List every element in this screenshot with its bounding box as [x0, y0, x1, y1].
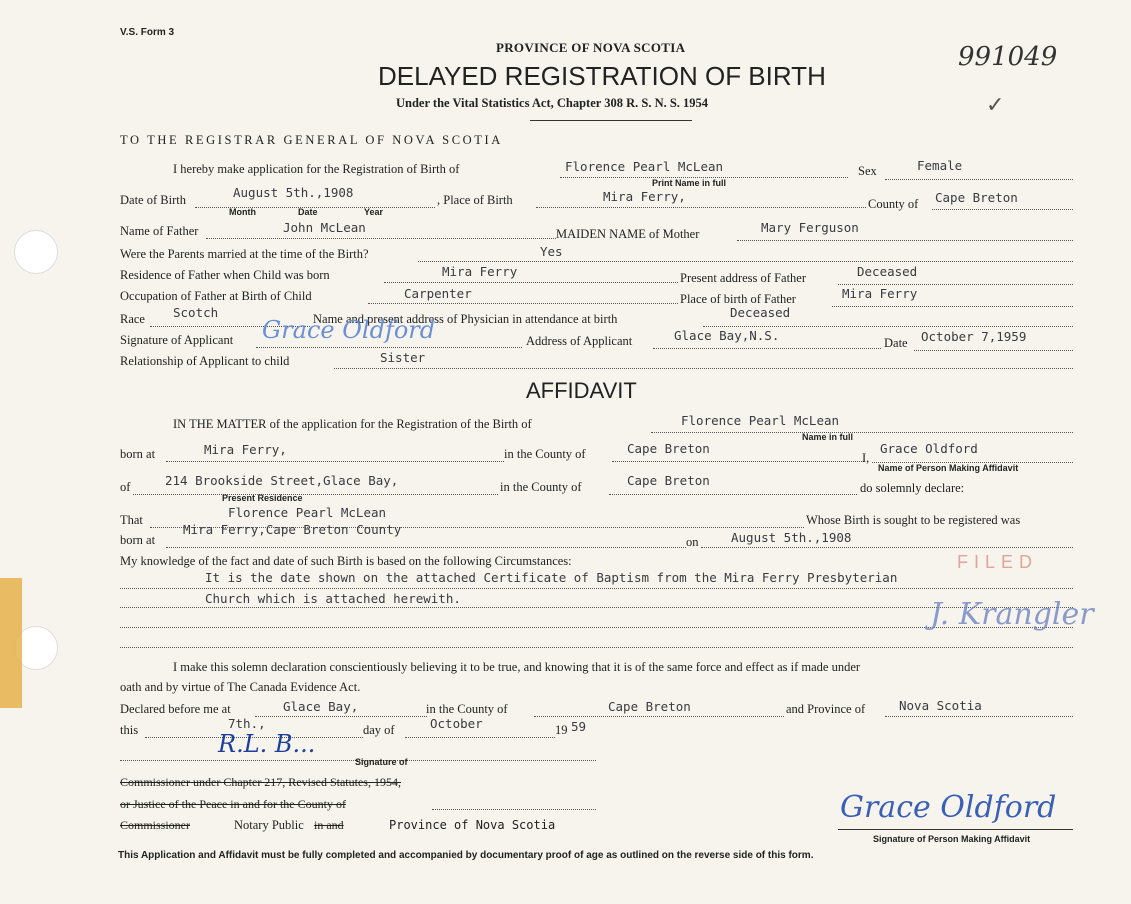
- date-app-value: October 7,1959: [921, 329, 1027, 344]
- maiden-label: MAIDEN NAME of Mother: [556, 227, 700, 241]
- born-at-label-2: born at: [120, 533, 156, 547]
- declared-label: Declared before me at: [120, 702, 231, 716]
- struck-commissioner-word: Commissioner: [120, 818, 191, 832]
- declared-county-value: Cape Breton: [608, 699, 691, 714]
- address-applicant-label: Address of Applicant: [526, 334, 633, 348]
- on-label: on: [686, 535, 699, 549]
- title-rule: [530, 120, 692, 121]
- affidavit-heading: AFFIDAVIT: [526, 378, 637, 403]
- that-name: Florence Pearl McLean: [228, 505, 387, 520]
- day-value: 7th.,: [228, 716, 266, 731]
- circumstance-line-1: It is the date shown on the attached Certificate of Baptism from the Mira Ferry Presbyterian: [205, 570, 898, 585]
- in-county-label-2: in the County of: [500, 480, 582, 494]
- circumstance-line-2: Church which is attached herewith.: [205, 591, 461, 606]
- registrar-signature: J. Krangler: [930, 597, 1094, 632]
- residence-value: 214 Brookside Street,Glace Bay,: [165, 473, 399, 488]
- page-subtitle: Under the Vital Statistics Act, Chapter 308 R. S. N. S. 1954: [396, 96, 709, 110]
- month-value: October: [430, 716, 483, 731]
- province-heading: PROVINCE OF NOVA SCOTIA: [496, 40, 686, 55]
- month-caption: Month: [229, 207, 256, 217]
- pob-father-value: Mira Ferry: [842, 286, 918, 301]
- present-father-label: Present address of Father: [680, 271, 807, 285]
- knowledge-label: My knowledge of the fact and date of such Birth is based on the following Circumstances:: [120, 554, 572, 568]
- present-residence-caption: Present Residence: [222, 493, 303, 503]
- occupation-label: Occupation of Father at Birth of Child: [120, 289, 312, 303]
- affiant-signature: Grace Oldford: [840, 790, 1057, 825]
- in-county-label-3: in the County of: [426, 702, 508, 716]
- physician-label: Name and present address of Physician in attendance at birth: [313, 312, 618, 326]
- province-value: Nova Scotia: [899, 698, 982, 713]
- relationship-label: Relationship of Applicant to child: [120, 354, 290, 368]
- apply-label: I hereby make application for the Registration of Birth of: [173, 162, 460, 176]
- year-value: 59: [571, 719, 587, 734]
- struck-commissioner-text: Commissioner under Chapter 217, Revised Statutes, 1954,: [120, 775, 401, 789]
- day-of-label: day of: [363, 723, 395, 737]
- filed-stamp: FILED: [957, 552, 1039, 572]
- race-label: Race: [120, 312, 145, 326]
- on-date-value: August 5th.,1908: [731, 530, 852, 545]
- pob-value: Mira Ferry,: [603, 189, 686, 204]
- name-full-caption: Name in full: [802, 432, 854, 442]
- res-father-label: Residence of Father when Child was born: [120, 268, 330, 282]
- page-title: DELAYED REGISTRATION OF BIRTH: [378, 61, 826, 91]
- struck-in-and: in and: [314, 818, 344, 832]
- father-label: Name of Father: [120, 224, 199, 238]
- affiant-caption: Name of Person Making Affidavit: [878, 463, 1019, 473]
- applicant-signature: Grace Oldford: [262, 316, 436, 344]
- county-value-1: Cape Breton: [627, 441, 710, 456]
- form-number: V.S. Form 3: [120, 27, 175, 38]
- matter-label: IN THE MATTER of the application for the Registration of the Birth of: [173, 417, 532, 431]
- relationship-value: Sister: [380, 350, 426, 365]
- date-app-label: Date: [884, 336, 908, 350]
- married-value: Yes: [540, 244, 563, 259]
- pob-label: , Place of Birth: [437, 193, 513, 207]
- print-name-caption: Print Name in full: [652, 178, 727, 188]
- occupation-value: Carpenter: [404, 286, 472, 301]
- notary-label: Notary Public: [234, 818, 304, 832]
- declared-at-value: Glace Bay,: [283, 699, 359, 714]
- province-nova-scotia-label: Province of Nova Scotia: [389, 818, 556, 832]
- addressee-line: TO THE REGISTRAR GENERAL OF NOVA SCOTIA: [120, 133, 503, 147]
- solemn-line-2: oath and by virtue of The Canada Evidence Act.: [120, 680, 361, 694]
- commissioner-signature: R.L. B...: [218, 730, 316, 758]
- province-label: and Province of: [786, 702, 866, 716]
- dob-value: August 5th.,1908: [233, 185, 354, 200]
- year-prefix: 19: [555, 723, 568, 737]
- sig-applicant-label: Signature of Applicant: [120, 333, 234, 347]
- res-father-value: Mira Ferry: [442, 264, 518, 279]
- tape-strip: [0, 578, 22, 708]
- race-value: Scotch: [173, 305, 219, 320]
- born-at-value-2: Mira Ferry,Cape Breton County: [183, 522, 402, 537]
- sex-value: Female: [917, 158, 963, 173]
- punch-hole-top: [14, 230, 58, 274]
- i-label: I,: [862, 451, 870, 465]
- county-value-2: Cape Breton: [627, 473, 710, 488]
- this-label: this: [120, 723, 139, 737]
- solemn-line-1: I make this solemn declaration conscientiously believing it to be true, and knowing that it is of the same force and effect as if made under: [173, 660, 861, 674]
- father-value: John McLean: [283, 220, 366, 235]
- born-at-value: Mira Ferry,: [204, 442, 287, 457]
- affiant-signature-rule: [838, 829, 1073, 830]
- affidavit-name: Florence Pearl McLean: [681, 413, 840, 428]
- registration-number: 991049: [958, 42, 1058, 72]
- declare-label: do solemnly declare:: [860, 481, 965, 495]
- dob-label: Date of Birth: [120, 193, 186, 207]
- affiant-name: Grace Oldford: [880, 441, 978, 456]
- child-name: Florence Pearl McLean: [565, 159, 724, 174]
- address-applicant-value: Glace Bay,N.S.: [674, 328, 780, 343]
- date-caption: Date: [298, 207, 318, 217]
- that-label: That: [120, 513, 143, 527]
- whose-label: Whose Birth is sought to be registered was: [806, 513, 1021, 527]
- county-value: Cape Breton: [935, 190, 1018, 205]
- present-father-value: Deceased: [857, 264, 918, 279]
- struck-justice-text: or Justice of the Peace in and for the County of: [120, 797, 346, 811]
- year-caption: Year: [364, 207, 384, 217]
- married-label: Were the Parents married at the time of the Birth?: [120, 247, 369, 261]
- in-county-label-1: in the County of: [504, 447, 586, 461]
- signature-of-caption: Signature of: [355, 757, 408, 767]
- county-label: County of: [868, 197, 919, 211]
- checkmark-icon: ✓: [986, 92, 1005, 117]
- pob-father-label: Place of birth of Father: [680, 292, 796, 306]
- physician-value: Deceased: [730, 305, 791, 320]
- born-at-label: born at: [120, 447, 156, 461]
- affiant-signature-caption: Signature of Person Making Affidavit: [873, 834, 1031, 844]
- sex-label: Sex: [858, 164, 877, 178]
- footer-note: This Application and Affidavit must be fully completed and accompanied by documentary proof of age as outlined on the reverse side of this form.: [118, 850, 814, 861]
- of-label: of: [120, 480, 131, 494]
- mother-value: Mary Ferguson: [761, 220, 859, 235]
